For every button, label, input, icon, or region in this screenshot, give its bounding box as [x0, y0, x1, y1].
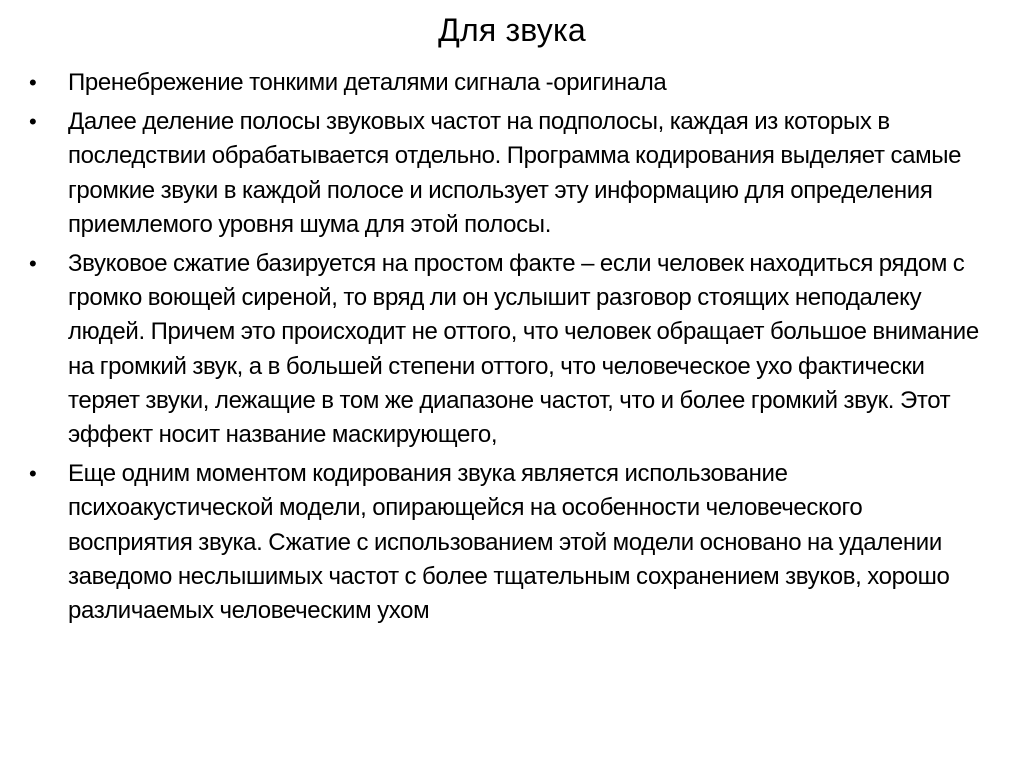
bullet-dot-icon: •: [29, 461, 37, 487]
bullet-list: [29, 66, 989, 633]
slide-title: Для звука: [438, 12, 586, 48]
bullet-text: Пренебрежение тонкими деталями сигнала -оригинала: [68, 69, 667, 96]
bullet-text: Далее деление полосы звуковых частот на подполосы, каждая из которых в последствии обрабатывается отдельно. Программа кодирования выделяет самые громкие звуки в каждой полосе и использует эту информацию для определения приемлемого уровня шума для этой полосы.: [68, 108, 962, 238]
bullet-dot-icon: •: [29, 109, 37, 135]
bullet-text: Еще одним моментом кодирования звука является использование психоакустической модели, опирающейся на особенности человеческого восприятия звука. Сжатие с использованием этой модели основано на удалении заведомо неслышимых частот с более тщательным сохранением звуков, хорошо различаемых человеческим ухом: [68, 460, 950, 625]
bullet-dot-icon: •: [29, 70, 37, 95]
bullet-dot-icon: •: [29, 251, 37, 277]
bullet-text: Звуковое сжатие базируется на простом факте – если человек находиться рядом с громко воющей сиреной, то вряд ли он услышит разговор стоящих неподалеку людей. Причем это происходит не оттого, что человек обращает большое внимание на громкий звук, а в большей степени оттого, что человеческое ухо фактически теряет звуки, лежащие в том же диапазоне частот, что и более громкий звук. Этот эффект носит название маскирующего,: [68, 250, 979, 449]
bullet-item-3: [29, 247, 989, 452]
bullet-item-1: [29, 66, 989, 100]
bullet-item-4: [29, 457, 989, 628]
bullet-item-2: [29, 105, 989, 242]
